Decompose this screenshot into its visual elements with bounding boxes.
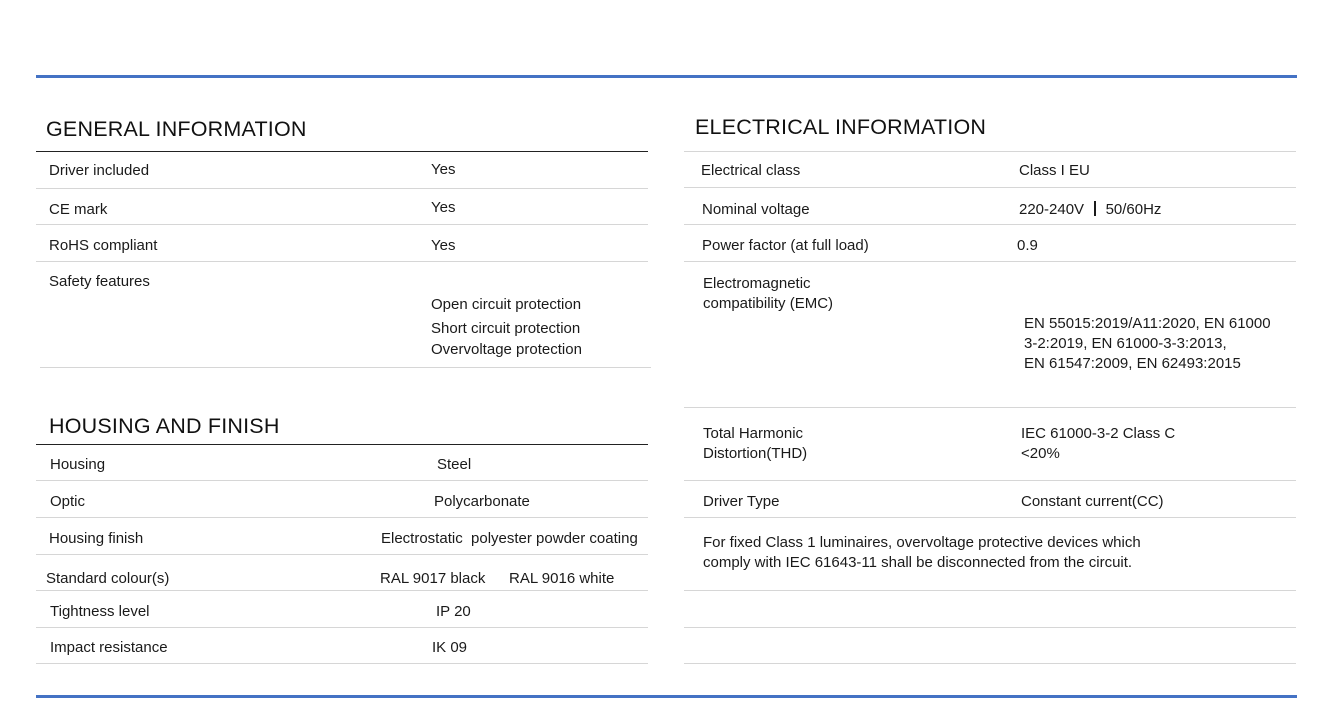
voltage-range: 220-240V: [1019, 201, 1085, 218]
driver-included-value: Yes: [431, 161, 456, 178]
rohs-value: Yes: [431, 237, 456, 254]
housing-finish-value: Electrostatic polyester powder coating: [381, 530, 638, 547]
rohs-label: RoHS compliant: [49, 237, 158, 254]
housing-finish-label: Housing finish: [49, 530, 144, 547]
driver-type-label: Driver Type: [703, 493, 780, 510]
general-title-underline: [36, 151, 648, 152]
impact-resistance-value: IK 09: [432, 639, 468, 656]
impact-resistance-label: Impact resistance: [50, 639, 168, 656]
frequency-range: 50/60Hz: [1105, 201, 1162, 218]
row-divider: [684, 590, 1296, 591]
electrical-information-title: ELECTRICAL INFORMATION: [695, 115, 987, 139]
row-divider: [36, 224, 648, 225]
row-divider: [36, 517, 648, 518]
safety-features-label: Safety features: [49, 273, 150, 290]
row-divider: [684, 261, 1296, 262]
row-divider: [36, 480, 648, 481]
electrical-note-line: For fixed Class 1 luminaires, overvoltage protective devices which: [703, 534, 1141, 551]
tightness-label: Tightness level: [50, 603, 150, 620]
standard-colour-value-black: RAL 9017 black: [380, 570, 486, 587]
nominal-voltage-value: [1019, 200, 1161, 220]
thd-value-line: <20%: [1021, 445, 1060, 462]
safety-feature-item: Short circuit protection: [431, 320, 581, 337]
nominal-voltage-label: Nominal voltage: [702, 201, 810, 218]
row-divider: [36, 554, 648, 555]
driver-type-value: Constant current(CC): [1021, 493, 1164, 510]
bottom-accent-rule: [36, 695, 1297, 698]
standard-colour-value-white: RAL 9016 white: [509, 570, 615, 587]
housing-finish-title: HOUSING AND FINISH: [49, 414, 280, 438]
thd-value-line: IEC 61000-3-2 Class C: [1021, 425, 1176, 442]
optic-value: Polycarbonate: [434, 493, 530, 510]
row-divider: [40, 367, 651, 368]
row-divider: [36, 663, 648, 664]
housing-value: Steel: [437, 456, 472, 473]
row-divider: [684, 663, 1296, 664]
safety-feature-item: Overvoltage protection: [431, 341, 582, 358]
thd-label-line: Total Harmonic: [703, 425, 804, 442]
row-divider: [684, 517, 1296, 518]
power-factor-value: 0.9: [1017, 237, 1038, 254]
thd-label-line: Distortion(THD): [703, 445, 808, 462]
emc-label-line: Electromagnetic: [703, 275, 811, 292]
emc-value-line: EN 61547:2009, EN 62493:2015: [1024, 355, 1241, 372]
tightness-value: IP 20: [436, 603, 471, 620]
power-factor-label: Power factor (at full load): [702, 237, 869, 254]
ce-mark-label: CE mark: [49, 201, 108, 218]
housing-title-underline: [36, 444, 648, 445]
ce-mark-value: Yes: [431, 199, 456, 216]
safety-feature-item: Open circuit protection: [431, 296, 582, 313]
driver-included-label: Driver included: [49, 162, 150, 179]
top-accent-rule: [36, 75, 1297, 78]
row-divider: [36, 590, 648, 591]
row-divider: [684, 224, 1296, 225]
general-information-title: GENERAL INFORMATION: [46, 117, 307, 141]
electrical-note-line: comply with IEC 61643-11 shall be disconnected from the circuit.: [703, 554, 1133, 571]
standard-colour-label: Standard colour(s): [46, 570, 170, 587]
row-divider: [684, 187, 1296, 188]
emc-value-line: EN 55015:2019/A11:2020, EN 61000: [1024, 315, 1271, 332]
electrical-title-underline: [684, 151, 1296, 152]
row-divider: [684, 407, 1296, 408]
value-separator: [1094, 201, 1096, 216]
electrical-class-value: Class I EU: [1019, 162, 1090, 179]
emc-value-line: 3-2:2019, EN 61000-3-3:2013,: [1024, 335, 1227, 352]
row-divider: [684, 480, 1296, 481]
row-divider: [36, 261, 648, 262]
optic-label: Optic: [50, 493, 86, 510]
housing-label: Housing: [50, 456, 106, 473]
row-divider: [684, 627, 1296, 628]
electrical-class-label: Electrical class: [701, 162, 801, 179]
emc-label-line: compatibility (EMC): [703, 295, 834, 312]
row-divider: [36, 627, 648, 628]
row-divider: [36, 188, 648, 189]
